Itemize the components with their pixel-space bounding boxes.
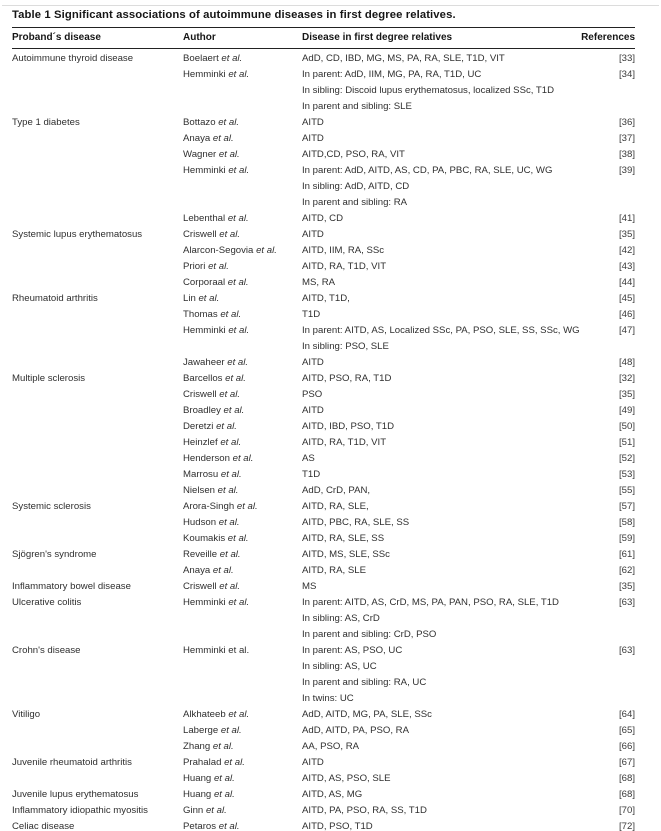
author-cell: Criswell et al.	[183, 229, 241, 240]
proband-disease-cell: Autoimmune thyroid disease	[12, 53, 134, 64]
author-etal: et al.	[224, 757, 245, 768]
author-etal: et al.	[220, 309, 242, 320]
reference-cell: [45]	[618, 293, 635, 304]
author-etal: et al.	[213, 789, 235, 800]
disease-in-relatives-cell: In parent and sibling: RA	[302, 197, 408, 208]
disease-in-relatives-cell: AITD	[302, 117, 324, 128]
table-row	[12, 547, 635, 563]
author-etal: et al.	[227, 213, 249, 224]
author-etal: et al.	[232, 453, 254, 464]
author-cell: Thomas et al.	[183, 309, 242, 320]
author-cell: Deretzi et al.	[183, 421, 237, 432]
disease-in-relatives-cell: AITD, PBC, RA, SLE, SS	[302, 517, 410, 528]
author-cell	[183, 627, 302, 643]
disease-in-relatives-cell: In sibling: AS, UC	[302, 661, 377, 672]
author-etal: et al.	[256, 245, 277, 256]
table-row	[12, 67, 635, 83]
author-cell: Wagner et al.	[183, 149, 240, 160]
disease-in-relatives-cell: AdD, CrD, PAN,	[302, 485, 371, 496]
author-etal: et al.	[227, 357, 249, 368]
proband-disease-cell	[12, 83, 183, 99]
proband-disease-cell	[12, 451, 183, 467]
author-cell: Lin et al.	[183, 293, 220, 304]
author-cell: Lebenthal et al.	[183, 213, 249, 224]
author-cell: Laberge et al.	[183, 725, 242, 736]
table-row	[12, 723, 635, 739]
author-cell	[183, 611, 302, 627]
proband-disease-cell	[12, 483, 183, 499]
proband-disease-cell	[12, 531, 183, 547]
author-etal: et al.	[218, 117, 240, 128]
disease-in-relatives-cell: MS	[302, 581, 317, 592]
reference-cell: [34]	[618, 69, 635, 80]
proband-disease-cell: Inflammatory idiopathic myositis	[12, 805, 148, 816]
reference-cell	[555, 83, 635, 99]
proband-disease-cell	[12, 67, 183, 83]
table-row	[12, 403, 635, 419]
reference-cell: [72]	[618, 821, 635, 831]
table-row	[12, 499, 635, 515]
author-etal: et al.	[212, 133, 234, 144]
proband-disease-cell: Crohn's disease	[12, 645, 81, 656]
table-row	[12, 163, 635, 179]
author-cell: Boelaert et al.	[183, 53, 243, 64]
table-row	[12, 211, 635, 227]
proband-disease-cell	[12, 355, 183, 371]
reference-cell	[555, 339, 635, 355]
proband-disease-cell: Systemic lupus erythematosus	[12, 229, 143, 240]
table-row	[12, 819, 635, 831]
table-row	[12, 739, 635, 755]
table-row	[12, 467, 635, 483]
author-cell: Alarcon-Segovia et al.	[183, 245, 277, 256]
table-row	[12, 371, 635, 387]
proband-disease-cell: Rheumatoid arthritis	[12, 293, 98, 304]
author-cell	[183, 675, 302, 691]
proband-disease-cell: Juvenile rheumatoid arthritis	[12, 757, 132, 768]
author-cell	[183, 659, 302, 675]
reference-cell: [55]	[618, 485, 635, 496]
reference-cell: [41]	[618, 213, 635, 224]
reference-cell: [39]	[618, 165, 635, 176]
author-etal: et al.	[218, 517, 240, 528]
table-row	[12, 99, 635, 115]
table-row	[12, 531, 635, 547]
disease-in-relatives-cell: AITD, RA, T1D, VIT	[302, 261, 387, 272]
author-etal: et al.	[219, 549, 241, 560]
proband-disease-cell	[12, 627, 183, 643]
disease-in-relatives-cell: AITD	[302, 757, 324, 768]
reference-cell: [59]	[618, 533, 635, 544]
table-row	[12, 387, 635, 403]
author-cell: Criswell et al.	[183, 581, 241, 592]
reference-cell: [65]	[618, 725, 635, 736]
reference-cell: [53]	[618, 469, 635, 480]
proband-disease-cell	[12, 563, 183, 579]
table-row	[12, 771, 635, 787]
author-etal: et al.	[218, 149, 240, 160]
author-cell: Huang et al.	[183, 789, 235, 800]
reference-cell	[555, 659, 635, 675]
disease-in-relatives-cell: AITD, RA, SLE,	[302, 501, 369, 512]
author-etal: et al.	[219, 389, 241, 400]
reference-cell: [44]	[618, 277, 635, 288]
author-cell	[183, 99, 302, 115]
author-cell: Prahalad et al.	[183, 757, 245, 768]
author-etal: et al.	[223, 405, 245, 416]
proband-disease-cell: Type 1 diabetes	[12, 117, 80, 128]
disease-in-relatives-cell: AITD, CD	[302, 213, 344, 224]
reference-cell: [68]	[618, 789, 635, 800]
disease-in-relatives-cell: AITD, PA, PSO, RA, SS, T1D	[302, 805, 427, 816]
reference-cell: [67]	[618, 757, 635, 768]
disease-in-relatives-cell: T1D	[302, 469, 321, 480]
disease-in-relatives-cell: AITD, RA, T1D, VIT	[302, 437, 387, 448]
author-cell: Broadley et al.	[183, 405, 245, 416]
table-header	[12, 28, 635, 49]
reference-cell: [48]	[618, 357, 635, 368]
reference-cell: [36]	[618, 117, 635, 128]
proband-disease-cell	[12, 131, 183, 147]
author-etal: et al.	[219, 229, 241, 240]
proband-disease-cell: Vitiligo	[12, 709, 41, 720]
author-cell	[183, 691, 302, 707]
reference-cell	[555, 99, 635, 115]
reference-cell: [61]	[618, 549, 635, 560]
proband-disease-cell: Systemic sclerosis	[12, 501, 91, 512]
author-cell: Heinzlef et al.	[183, 437, 242, 448]
reference-cell: [33]	[618, 53, 635, 64]
proband-disease-cell	[12, 211, 183, 227]
proband-disease-cell	[12, 275, 183, 291]
author-etal: et al.	[227, 533, 249, 544]
author-cell: Huang et al.	[183, 773, 235, 784]
proband-disease-cell	[12, 771, 183, 787]
disease-in-relatives-cell: In twins: UC	[302, 693, 354, 704]
disease-in-relatives-cell: In parent and sibling: CrD, PSO	[302, 629, 437, 640]
disease-in-relatives-cell: In sibling: AdD, AITD, CD	[302, 181, 410, 192]
author-etal: et al.	[208, 261, 229, 272]
table-row	[12, 83, 635, 99]
author-etal: et al.	[228, 709, 250, 720]
author-cell: Zhang et al.	[183, 741, 234, 752]
proband-disease-cell: Juvenile lupus erythematosus	[12, 789, 139, 800]
table-row	[12, 803, 635, 819]
proband-disease-cell	[12, 403, 183, 419]
author-etal: et al.	[221, 53, 243, 64]
table-row	[12, 275, 635, 291]
disease-in-relatives-cell: AS	[302, 453, 315, 464]
table-row	[12, 627, 635, 643]
author-etal: et al.	[218, 821, 240, 831]
author-etal: et al.	[205, 805, 227, 816]
author-etal: et al.	[216, 421, 237, 432]
author-cell: Barcellos et al.	[183, 373, 246, 384]
reference-cell	[555, 195, 635, 211]
table-row	[12, 563, 635, 579]
reference-cell: [49]	[618, 405, 635, 416]
author-cell: Petaros et al.	[183, 821, 240, 831]
table-row	[12, 49, 635, 68]
column-header-author: Author	[183, 28, 302, 49]
author-etal: et al.	[212, 565, 234, 576]
disease-in-relatives-cell: In parent: AdD, IIM, MG, PA, RA, T1D, UC	[302, 69, 482, 80]
reference-cell	[555, 179, 635, 195]
disease-in-relatives-cell: In parent and sibling: SLE	[302, 101, 412, 112]
author-cell: Hemminki et al.	[183, 69, 250, 80]
disease-in-relatives-cell: In sibling: PSO, SLE	[302, 341, 389, 352]
disease-in-relatives-cell: AITD, AS, MG	[302, 789, 363, 800]
proband-disease-cell: Ulcerative colitis	[12, 597, 82, 608]
author-cell: Hudson et al.	[183, 517, 240, 528]
author-cell: Arora-Singh et al.	[183, 501, 258, 512]
table-row	[12, 259, 635, 275]
disease-in-relatives-cell: AITD,CD, PSO, RA, VIT	[302, 149, 405, 160]
author-cell: Marrosu et al.	[183, 469, 242, 480]
header-row	[12, 28, 635, 49]
proband-disease-cell	[12, 435, 183, 451]
disease-in-relatives-cell: In parent: AS, PSO, UC	[302, 645, 403, 656]
disease-in-relatives-cell: AITD, RA, SLE	[302, 565, 366, 576]
author-cell: Bottazo et al.	[183, 117, 240, 128]
author-cell: Nielsen et al.	[183, 485, 239, 496]
table-row	[12, 307, 635, 323]
reference-cell: [43]	[618, 261, 635, 272]
reference-cell: [66]	[618, 741, 635, 752]
proband-disease-cell: Celiac disease	[12, 821, 75, 831]
disease-in-relatives-cell: AITD, T1D,	[302, 293, 350, 304]
table-row	[12, 643, 635, 659]
author-cell	[183, 83, 302, 99]
author-etal: et al.	[198, 293, 220, 304]
author-cell: Hemminki et al.	[183, 645, 250, 656]
table-row	[12, 355, 635, 371]
proband-disease-cell	[12, 387, 183, 403]
reference-cell: [32]	[618, 373, 635, 384]
author-cell: Henderson et al.	[183, 453, 254, 464]
disease-in-relatives-cell: AdD, AITD, PA, PSO, RA	[302, 725, 409, 736]
disease-in-relatives-cell: PSO	[302, 389, 323, 400]
table-row	[12, 579, 635, 595]
disease-in-relatives-cell: AITD	[302, 133, 324, 144]
table-row	[12, 787, 635, 803]
author-cell: Hemminki et al.	[183, 597, 250, 608]
disease-in-relatives-cell: In parent: AdD, AITD, AS, CD, PA, PBC, RA, SLE, UC, WG	[302, 165, 553, 176]
disease-in-relatives-cell: AdD, AITD, MG, PA, SLE, SSc	[302, 709, 432, 720]
proband-disease-cell	[12, 691, 183, 707]
reference-cell: [51]	[618, 437, 635, 448]
table-row	[12, 755, 635, 771]
reference-cell: [57]	[618, 501, 635, 512]
reference-cell: [58]	[618, 517, 635, 528]
author-etal: et al.	[228, 165, 250, 176]
proband-disease-cell	[12, 675, 183, 691]
disease-in-relatives-cell: AITD, PSO, RA, T1D	[302, 373, 392, 384]
disease-in-relatives-cell: In parent and sibling: RA, UC	[302, 677, 427, 688]
proband-disease-cell	[12, 195, 183, 211]
author-cell: Jawaheer et al.	[183, 357, 249, 368]
disease-in-relatives-cell: AITD, IBD, PSO, T1D	[302, 421, 395, 432]
table-row	[12, 659, 635, 675]
table-row	[12, 435, 635, 451]
author-etal: et al.	[228, 69, 250, 80]
reference-cell: [47]	[618, 325, 635, 336]
table-row	[12, 675, 635, 691]
proband-disease-cell	[12, 243, 183, 259]
reference-cell: [64]	[618, 709, 635, 720]
author-etal: et al.	[220, 469, 242, 480]
proband-disease-cell	[12, 147, 183, 163]
reference-cell: [70]	[618, 805, 635, 816]
reference-cell: [52]	[618, 453, 635, 464]
author-etal: et al.	[213, 773, 235, 784]
table-row	[12, 179, 635, 195]
reference-cell: [37]	[618, 133, 635, 144]
table-row	[12, 147, 635, 163]
reference-cell: [63]	[618, 597, 635, 608]
disease-in-relatives-cell: AITD	[302, 357, 324, 368]
disease-in-relatives-cell: AITD, AS, PSO, SLE	[302, 773, 391, 784]
column-header-disease-in-relatives: Disease in first degree relatives	[302, 28, 555, 49]
column-header-references: References	[555, 28, 635, 49]
disease-in-relatives-cell: AITD	[302, 229, 324, 240]
author-etal: et al.	[212, 741, 234, 752]
proband-disease-cell	[12, 259, 183, 275]
table-row	[12, 419, 635, 435]
reference-cell: [62]	[618, 565, 635, 576]
author-cell: Hemminki et al.	[183, 325, 250, 336]
table-row	[12, 243, 635, 259]
reference-cell	[555, 611, 635, 627]
author-cell: Ginn et al.	[183, 805, 227, 816]
table-row	[12, 323, 635, 339]
disease-in-relatives-cell: AITD, MS, SLE, SSc	[302, 549, 390, 560]
associations-table	[12, 27, 635, 831]
author-cell: Anaya et al.	[183, 565, 234, 576]
author-cell: Anaya et al.	[183, 133, 234, 144]
author-cell: Alkhateeb et al.	[183, 709, 250, 720]
author-cell: Corporaal et al.	[183, 277, 249, 288]
author-cell	[183, 195, 302, 211]
disease-in-relatives-cell: AA, PSO, RA	[302, 741, 360, 752]
author-etal: et al.	[227, 277, 249, 288]
table-row	[12, 131, 635, 147]
disease-in-relatives-cell: AdD, CD, IBD, MG, MS, PA, RA, SLE, T1D, VIT	[302, 53, 505, 64]
author-etal: et al.	[220, 725, 242, 736]
column-header-proband-disease: Proband´s disease	[12, 28, 183, 49]
disease-in-relatives-cell: In parent: AITD, AS, Localized SSc, PA, PSO, SLE, SS, SSc, WG	[302, 325, 580, 336]
proband-disease-cell	[12, 659, 183, 675]
proband-disease-cell	[12, 467, 183, 483]
author-cell	[183, 179, 302, 195]
reference-cell	[555, 627, 635, 643]
reference-cell: [68]	[618, 773, 635, 784]
author-cell: Priori et al.	[183, 261, 229, 272]
table-row	[12, 339, 635, 355]
disease-in-relatives-cell: In sibling: AS, CrD	[302, 613, 380, 624]
table-row	[12, 691, 635, 707]
reference-cell: [50]	[618, 421, 635, 432]
reference-cell: [38]	[618, 149, 635, 160]
proband-disease-cell	[12, 419, 183, 435]
scan-artifact-line	[2, 5, 659, 6]
proband-disease-cell	[12, 515, 183, 531]
table-row	[12, 595, 635, 611]
author-etal: et al.	[228, 325, 250, 336]
proband-disease-cell	[12, 99, 183, 115]
proband-disease-cell	[12, 323, 183, 339]
proband-disease-cell	[12, 723, 183, 739]
author-etal: et al.	[219, 581, 241, 592]
author-etal: et al.	[225, 373, 246, 384]
table-row	[12, 195, 635, 211]
table-row	[12, 611, 635, 627]
author-etal: et al.	[228, 597, 250, 608]
reference-cell: [42]	[618, 245, 635, 256]
disease-in-relatives-cell: T1D	[302, 309, 321, 320]
author-cell: Koumakis et al.	[183, 533, 249, 544]
proband-disease-cell	[12, 739, 183, 755]
reference-cell: [35]	[618, 389, 635, 400]
proband-disease-cell	[12, 339, 183, 355]
author-etal: et al.	[236, 501, 258, 512]
proband-disease-cell	[12, 163, 183, 179]
table-row	[12, 451, 635, 467]
reference-cell	[555, 675, 635, 691]
disease-in-relatives-cell: AITD, RA, SLE, SS	[302, 533, 385, 544]
proband-disease-cell	[12, 307, 183, 323]
proband-disease-cell: Sjögren's syndrome	[12, 549, 97, 560]
table-title: Table 1 Significant associations of autoimmune diseases in first degree relatives.	[12, 9, 456, 21]
table-row	[12, 515, 635, 531]
reference-cell	[555, 691, 635, 707]
disease-in-relatives-cell: AITD, IIM, RA, SSc	[302, 245, 385, 256]
proband-disease-cell	[12, 611, 183, 627]
reference-cell: [35]	[618, 581, 635, 592]
table-body	[12, 49, 635, 831]
table-row	[12, 227, 635, 243]
author-cell: Reveille et al.	[183, 549, 241, 560]
disease-in-relatives-cell: MS, RA	[302, 277, 336, 288]
table-row	[12, 115, 635, 131]
author-etal: et al.	[220, 437, 242, 448]
table-row	[12, 707, 635, 723]
proband-disease-cell	[12, 179, 183, 195]
disease-in-relatives-cell: AITD, PSO, T1D	[302, 821, 373, 831]
reference-cell: [46]	[618, 309, 635, 320]
disease-in-relatives-cell: In parent: AITD, AS, CrD, MS, PA, PAN, PSO, RA, SLE, T1D	[302, 597, 559, 608]
table-row	[12, 291, 635, 307]
disease-in-relatives-cell: AITD	[302, 405, 324, 416]
proband-disease-cell: Inflammatory bowel disease	[12, 581, 131, 592]
proband-disease-cell: Multiple sclerosis	[12, 373, 86, 384]
table-row	[12, 483, 635, 499]
author-etal: et al.	[217, 485, 239, 496]
reference-cell: [63]	[618, 645, 635, 656]
author-cell	[183, 339, 302, 355]
author-cell: Criswell et al.	[183, 389, 241, 400]
author-cell: Hemminki et al.	[183, 165, 250, 176]
reference-cell: [35]	[618, 229, 635, 240]
disease-in-relatives-cell: In sibling: Discoid lupus erythematosus, localized SSc, T1D	[302, 85, 555, 96]
